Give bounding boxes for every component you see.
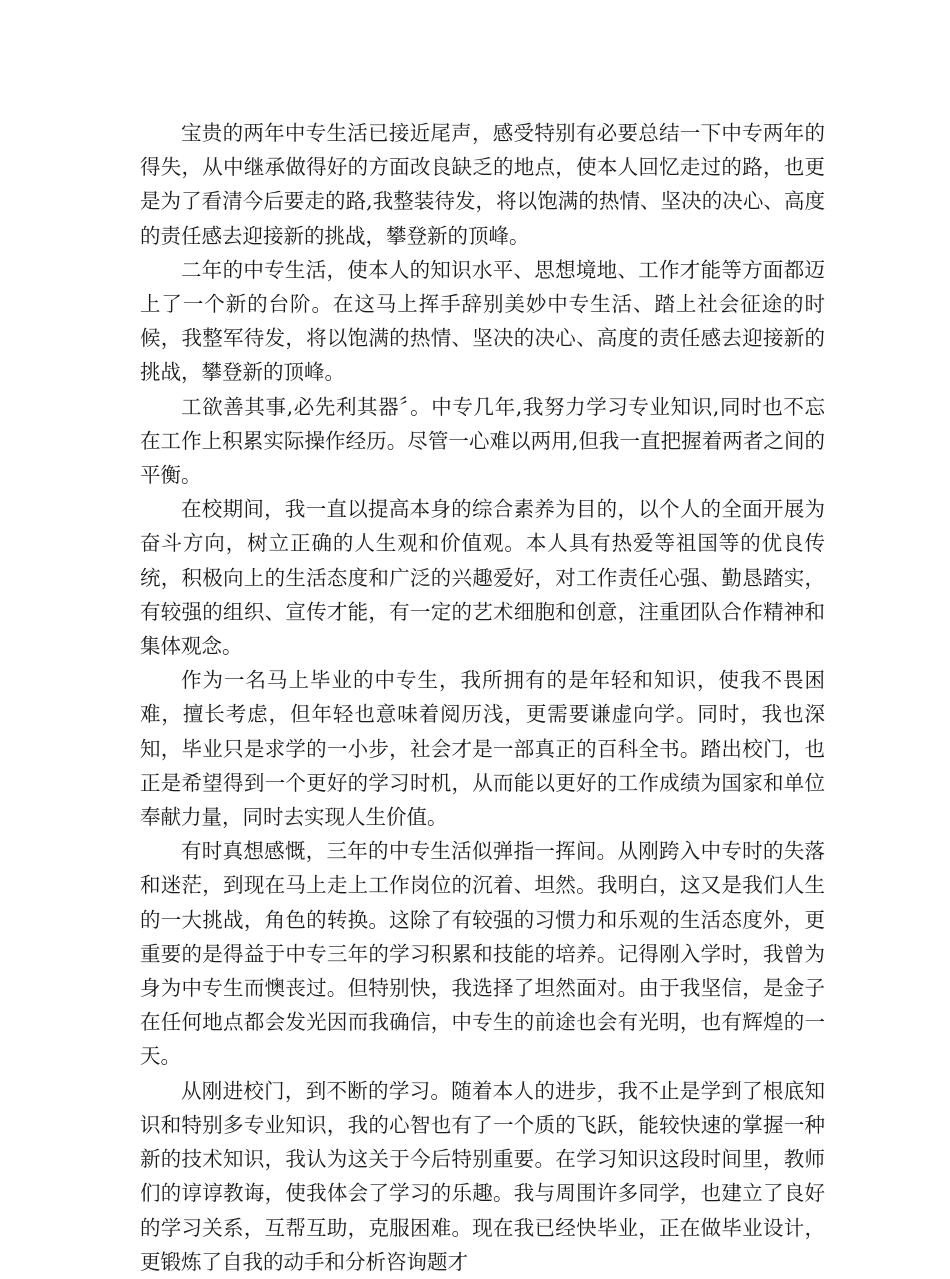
paragraph-1: 宝贵的两年中专生活已接近尾声，感受特别有必要总结一下中专两年的得失，从中继承做得好的方面改良缺乏的地点，使本人回忆走过的路，也更是为了看清今后要走的路,我整装待发，将以饱满的热情、坚决的决心、高度的责任感去迎接新的挑战，攀登新的顶峰。 (140, 121, 825, 248)
paragraph-4: 在校期间，我一直以提高本身的综合素养为目的，以个人的全面开展为奋斗方向，树立正确的人生观和价值观。本人具有热爱等祖国等的优良传统，积极向上的生活态度和广泛的兴趣爱好，对工作责任心强、勤恳踏实，有较强的组织、宣传才能，有一定的艺术细胞和创意，注重团队合作精神和集体观念。 (140, 497, 825, 659)
paragraph-6: 有时真想感慨，三年的中专生活似弹指一挥间。从刚跨入中专时的失落和迷茫，到现在马上走上工作岗位的沉着、坦然。我明白，这又是我们人生的一大挑战，角色的转换。这除了有较强的习惯力和乐观的生活态度外，更重要的是得益于中专三年的学习积累和技能的培养。记得刚入学时，我曾为身为中专生而懊丧过。但特别快，我选择了坦然面对。由于我坚信，是金子在任何地点都会发光因而我确信，中专生的前途也会有光明，也有辉煌的一天。 (140, 839, 825, 1069)
paragraph-5: 作为一名马上毕业的中专生，我所拥有的是年轻和知识，使我不畏困难，擅长考虑，但年轻也意味着阅历浅，更需要谦虚向学。同时，我也深知，毕业只是求学的一小步，社会才是一部真正的百科全书。踏出校门，也正是希望得到一个更好的学习时机，从而能以更好的工作成绩为国家和单位奉献力量，同时去实现人生价值。 (140, 668, 825, 830)
document-body (140, 116, 825, 1279)
paragraph-3: 工欲善其事,必先利其器〞。中专几年,我努力学习专业知识,同时也不忘在工作上积累实际操作经历。尽管一心难以两用,但我一直把握着两者之间的平衡。 (140, 394, 825, 488)
paragraph-7: 从刚进校门，到不断的学习。随着本人的进步，我不止是学到了根底知识和特别多专业知识，我的心智也有了一个质的飞跃，能较快速的掌握一种新的技术知识，我认为这关于今后特别重要。在学习知识这段时间里，教师们的谆谆教诲，使我体会了学习的乐趣。我与周围许多同学，也建立了良好的学习关系，互帮互助，克服困难。现在我已经快毕业，正在做毕业设计，更锻炼了自我的动手和分析咨询题才 (140, 1078, 825, 1274)
paragraph-2: 二年的中专生活，使本人的知识水平、思想境地、工作才能等方面都迈上了一个新的台阶。在这马上挥手辞别美妙中专生活、踏上社会征途的时候，我整军待发，将以饱满的热情、坚决的决心、高度的责任感去迎接新的挑战，攀登新的顶峰。 (140, 257, 825, 385)
